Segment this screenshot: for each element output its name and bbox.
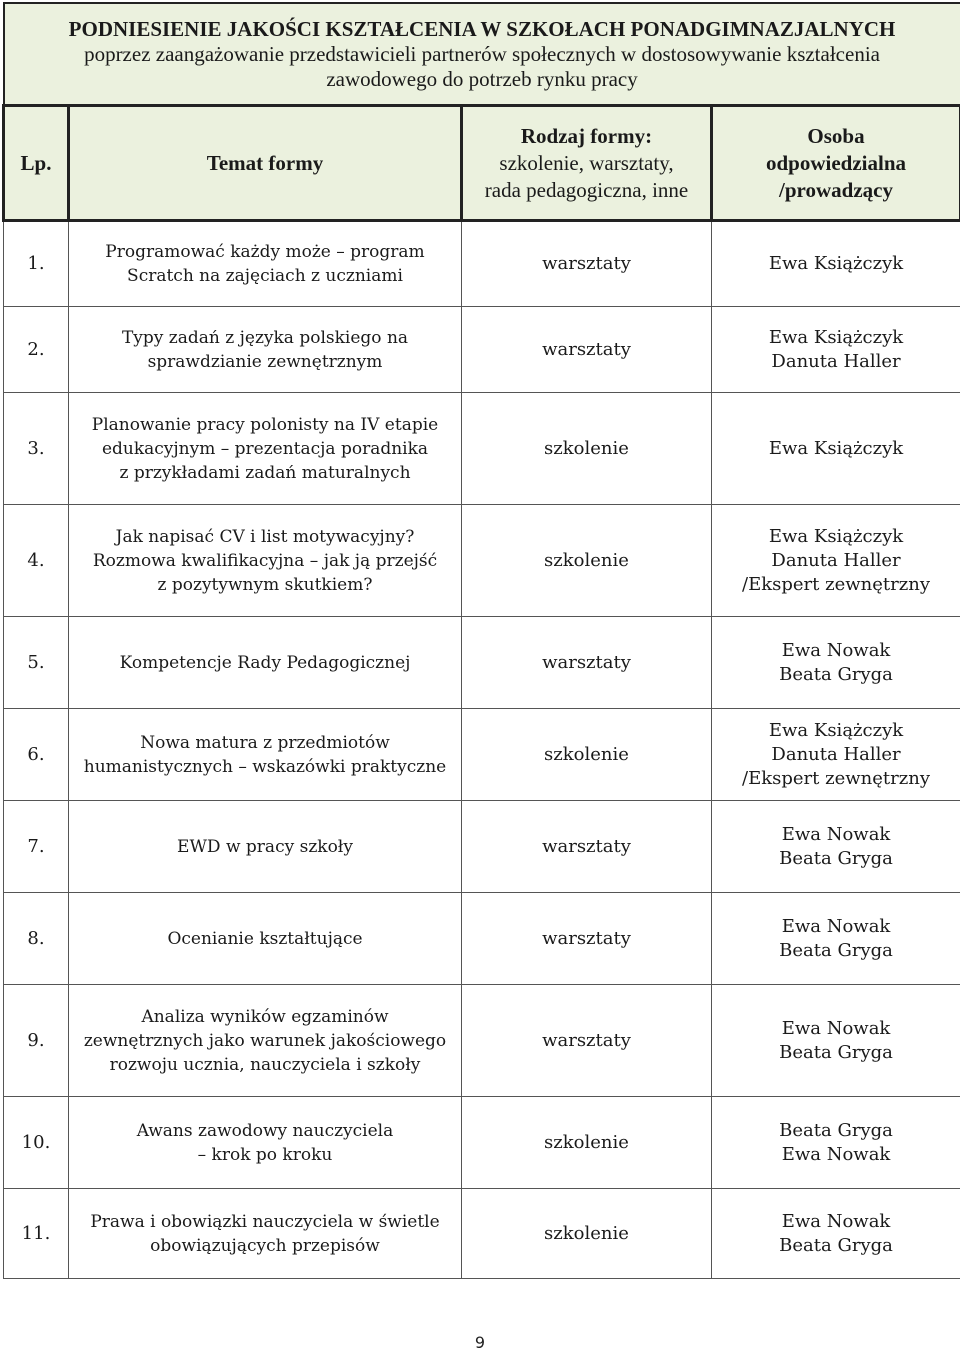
banner-subtitle-line2: zawodowego do potrzeb rynku pracy xyxy=(326,66,638,91)
temat-line: Nowa matura z przedmiotów xyxy=(140,732,390,753)
table-row xyxy=(4,617,960,709)
cell-osoba xyxy=(712,505,960,617)
cell-lp: 7. xyxy=(4,801,69,893)
cell-rodzaj: szkolenie xyxy=(462,393,712,505)
table-row xyxy=(4,505,960,617)
osoba-line: Beata Gryga xyxy=(779,847,893,869)
osoba-line: Beata Gryga xyxy=(779,1234,893,1256)
osoba-line: Ewa Nowak xyxy=(781,639,891,661)
cell-lp: 10. xyxy=(4,1097,69,1189)
table-row xyxy=(4,893,960,985)
temat-line: EWD w pracy szkoły xyxy=(177,836,353,857)
header-temat: Temat formy xyxy=(69,106,462,221)
temat-line: Ocenianie kształtujące xyxy=(167,928,363,949)
osoba-line: Danuta Haller xyxy=(771,549,901,571)
cell-lp: 1. xyxy=(4,221,69,307)
banner-row xyxy=(4,3,960,106)
temat-line: – krok po kroku xyxy=(197,1144,333,1165)
cell-osoba xyxy=(712,801,960,893)
cell-temat xyxy=(69,221,462,307)
cell-lp: 6. xyxy=(4,709,69,801)
cell-osoba xyxy=(712,1189,960,1279)
cell-temat xyxy=(69,1189,462,1279)
cell-temat xyxy=(69,985,462,1097)
cell-lp: 8. xyxy=(4,893,69,985)
cell-rodzaj: szkolenie xyxy=(462,709,712,801)
table-row xyxy=(4,393,960,505)
osoba-line: Ewa Książczyk xyxy=(768,326,904,348)
temat-line: Programować każdy może – program xyxy=(105,242,425,262)
osoba-line: Ewa Nowak xyxy=(781,1143,891,1165)
cell-osoba xyxy=(712,393,960,505)
osoba-line: /Ekspert zewnętrzny xyxy=(742,767,930,789)
temat-line: obowiązujących przepisów xyxy=(150,1235,380,1256)
table-row xyxy=(4,1189,960,1279)
table-row xyxy=(4,709,960,801)
cell-rodzaj: warsztaty xyxy=(462,617,712,709)
banner-subtitle-line1: poprzez zaangażowanie przedstawicieli partnerów społecznych w dostosowywanie kształcenia xyxy=(84,41,880,66)
osoba-line: Beata Gryga xyxy=(779,1041,893,1063)
osoba-line: Ewa Książczyk xyxy=(768,253,904,274)
cell-lp: 4. xyxy=(4,505,69,617)
cell-rodzaj: szkolenie xyxy=(462,1189,712,1279)
temat-line: Planowanie pracy polonisty na IV etapie xyxy=(91,414,439,435)
header-row xyxy=(4,106,960,221)
temat-line: Awans zawodowy nauczyciela xyxy=(136,1120,394,1141)
page-number: 9 xyxy=(474,1333,486,1352)
osoba-line: /Ekspert zewnętrzny xyxy=(742,573,930,595)
cell-osoba xyxy=(712,709,960,801)
cell-osoba xyxy=(712,307,960,393)
header-rodzaj xyxy=(462,106,712,221)
cell-temat xyxy=(69,893,462,985)
cell-rodzaj: warsztaty xyxy=(462,801,712,893)
cell-temat xyxy=(69,307,462,393)
cell-lp: 3. xyxy=(4,393,69,505)
cell-osoba xyxy=(712,893,960,985)
cell-osoba xyxy=(712,1097,960,1189)
osoba-line: Ewa Książczyk xyxy=(768,719,904,741)
banner-title: PODNIESIENIE JAKOŚCI KSZTAŁCENIA W SZKOŁACH PONADGIMNAZJALNYCH xyxy=(68,16,896,41)
table-row xyxy=(4,307,960,393)
osoba-line: Ewa Książczyk xyxy=(768,437,904,459)
temat-line: zewnętrznych jako warunek jakościowego xyxy=(83,1030,447,1051)
temat-line: z pozytywnym skutkiem? xyxy=(157,574,373,595)
cell-rodzaj: warsztaty xyxy=(462,893,712,985)
temat-line: Jak napisać CV i list motywacyjny? xyxy=(115,526,415,547)
cell-osoba xyxy=(712,221,960,307)
temat-line: Scratch na zajęciach z uczniami xyxy=(127,266,403,286)
cell-rodzaj: warsztaty xyxy=(462,221,712,307)
header-osoba-line3: /prowadzący xyxy=(779,177,893,202)
cell-rodzaj: warsztaty xyxy=(462,307,712,393)
header-osoba-line1: Osoba xyxy=(807,123,865,148)
cell-temat xyxy=(69,801,462,893)
table-row xyxy=(4,221,960,307)
cell-temat xyxy=(69,1097,462,1189)
header-rodzaj-sub-line2: rada pedagogiczna, inne xyxy=(484,177,689,202)
osoba-line: Beata Gryga xyxy=(779,1119,893,1141)
header-rodzaj-title: Rodzaj formy: xyxy=(520,123,653,148)
cell-osoba xyxy=(712,617,960,709)
cell-rodzaj: szkolenie xyxy=(462,505,712,617)
cell-temat xyxy=(69,393,462,505)
cell-lp: 11. xyxy=(4,1189,69,1279)
cell-temat xyxy=(69,617,462,709)
cell-lp: 9. xyxy=(4,985,69,1097)
osoba-line: Beata Gryga xyxy=(779,663,893,685)
temat-line: humanistycznych – wskazówki praktyczne xyxy=(83,756,447,777)
temat-line: Kompetencje Rady Pedagogicznej xyxy=(119,652,411,673)
temat-line: Rozmowa kwalifikacyjna – jak ją przejść xyxy=(92,550,438,571)
table-row xyxy=(4,985,960,1097)
training-schedule-table xyxy=(2,2,960,1279)
header-rodzaj-sub-line1: szkolenie, warsztaty, xyxy=(499,150,674,175)
osoba-line: Ewa Nowak xyxy=(781,1210,891,1232)
temat-line: z przykładami zadań maturalnych xyxy=(119,462,411,483)
header-osoba xyxy=(712,106,960,221)
header-lp: Lp. xyxy=(4,106,69,221)
cell-lp: 5. xyxy=(4,617,69,709)
osoba-line: Beata Gryga xyxy=(779,939,893,961)
osoba-line: Ewa Nowak xyxy=(781,823,891,845)
osoba-line: Danuta Haller xyxy=(771,743,901,765)
temat-line: Prawa i obowiązki nauczyciela w świetle xyxy=(90,1211,440,1232)
cell-osoba xyxy=(712,985,960,1097)
cell-temat xyxy=(69,505,462,617)
header-osoba-line2: odpowiedzialna xyxy=(766,150,907,175)
temat-line: Analiza wyników egzaminów xyxy=(141,1006,389,1027)
table-row xyxy=(4,801,960,893)
temat-line: Typy zadań z języka polskiego na xyxy=(121,327,409,348)
osoba-line: Ewa Książczyk xyxy=(768,525,904,547)
cell-lp: 2. xyxy=(4,307,69,393)
temat-line: sprawdzianie zewnętrznym xyxy=(147,351,383,372)
osoba-line: Ewa Nowak xyxy=(781,1017,891,1039)
osoba-line: Danuta Haller xyxy=(771,350,901,372)
temat-line: rozwoju ucznia, nauczyciela i szkoły xyxy=(109,1054,421,1075)
banner-cell xyxy=(4,3,960,106)
cell-rodzaj: szkolenie xyxy=(462,1097,712,1189)
cell-rodzaj: warsztaty xyxy=(462,985,712,1097)
osoba-line: Ewa Nowak xyxy=(781,915,891,937)
cell-temat xyxy=(69,709,462,801)
table-row xyxy=(4,1097,960,1189)
temat-line: edukacyjnym – prezentacja poradnika xyxy=(101,438,429,459)
